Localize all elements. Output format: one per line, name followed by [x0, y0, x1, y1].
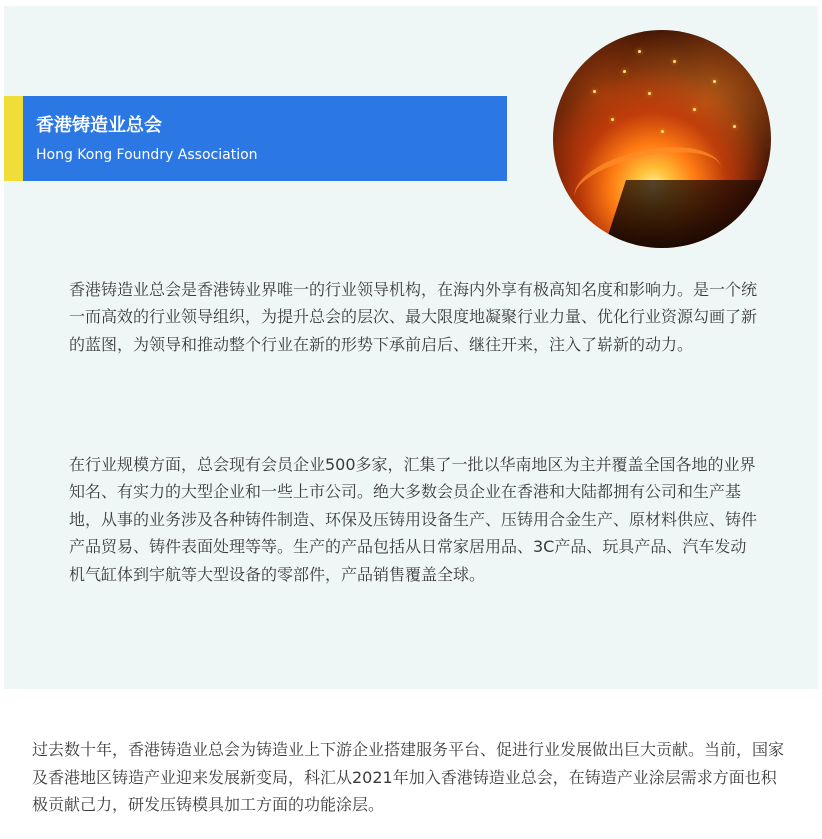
spark [673, 60, 676, 63]
ladle-shadow [600, 180, 771, 248]
spark [638, 50, 641, 53]
spark [713, 80, 716, 83]
spark [648, 92, 651, 95]
spark [661, 130, 664, 133]
spark [593, 90, 596, 93]
spark [611, 118, 614, 121]
intro-paragraph-2: 在行业规模方面，总会现有会员企业500多家，汇集了一批以华南地区为主并覆盖全国各地的业界知名、有实力的大型企业和一些上市公司。绝大多数会员企业在香港和大陆都拥有公司和生产基地，从事的业务涉及各种铸件制造、环保及压铸用设备生产、压铸用合金生产、原材料供应、铸件产品贸易、铸件表面处理等等。生产的产品包括从日常家居用品、3C产品、玩具产品、汽车发动机气缸体到宇航等大型设备的零部件，产品销售覆盖全球。 [69, 455, 758, 584]
spark [623, 70, 626, 73]
intro-paragraph-1: 香港铸造业总会是香港铸业界唯一的行业领导机构，在海内外享有极高知名度和影响力。是一个统一而高效的行业领导组织，为提升总会的层次、最大限度地凝聚行业力量、优化行业资源勾画了新的蓝图，为领导和推动整个行业在新的形势下承前启后、继往开来，注入了崭新的动力。 [69, 280, 758, 354]
molten-metal-photo [553, 30, 771, 248]
closing-paragraph: 过去数十年，香港铸造业总会为铸造业上下游企业搭建服务平台、促进行业发展做出巨大贡献。当前，国家及香港地区铸造产业迎来发展新变局，科汇从2021年加入香港铸造业总会，在铸造产业涂层需求方面也积极贡献己力，研发压铸模具加工方面的功能涂层。 [32, 740, 785, 815]
spark [733, 125, 736, 128]
spark [693, 108, 696, 111]
title-accent-bar [4, 96, 23, 181]
association-name-cn: 香港铸造业总会 [36, 115, 162, 136]
title-banner [4, 96, 507, 181]
association-name-en: Hong Kong Foundry Association [36, 147, 258, 163]
